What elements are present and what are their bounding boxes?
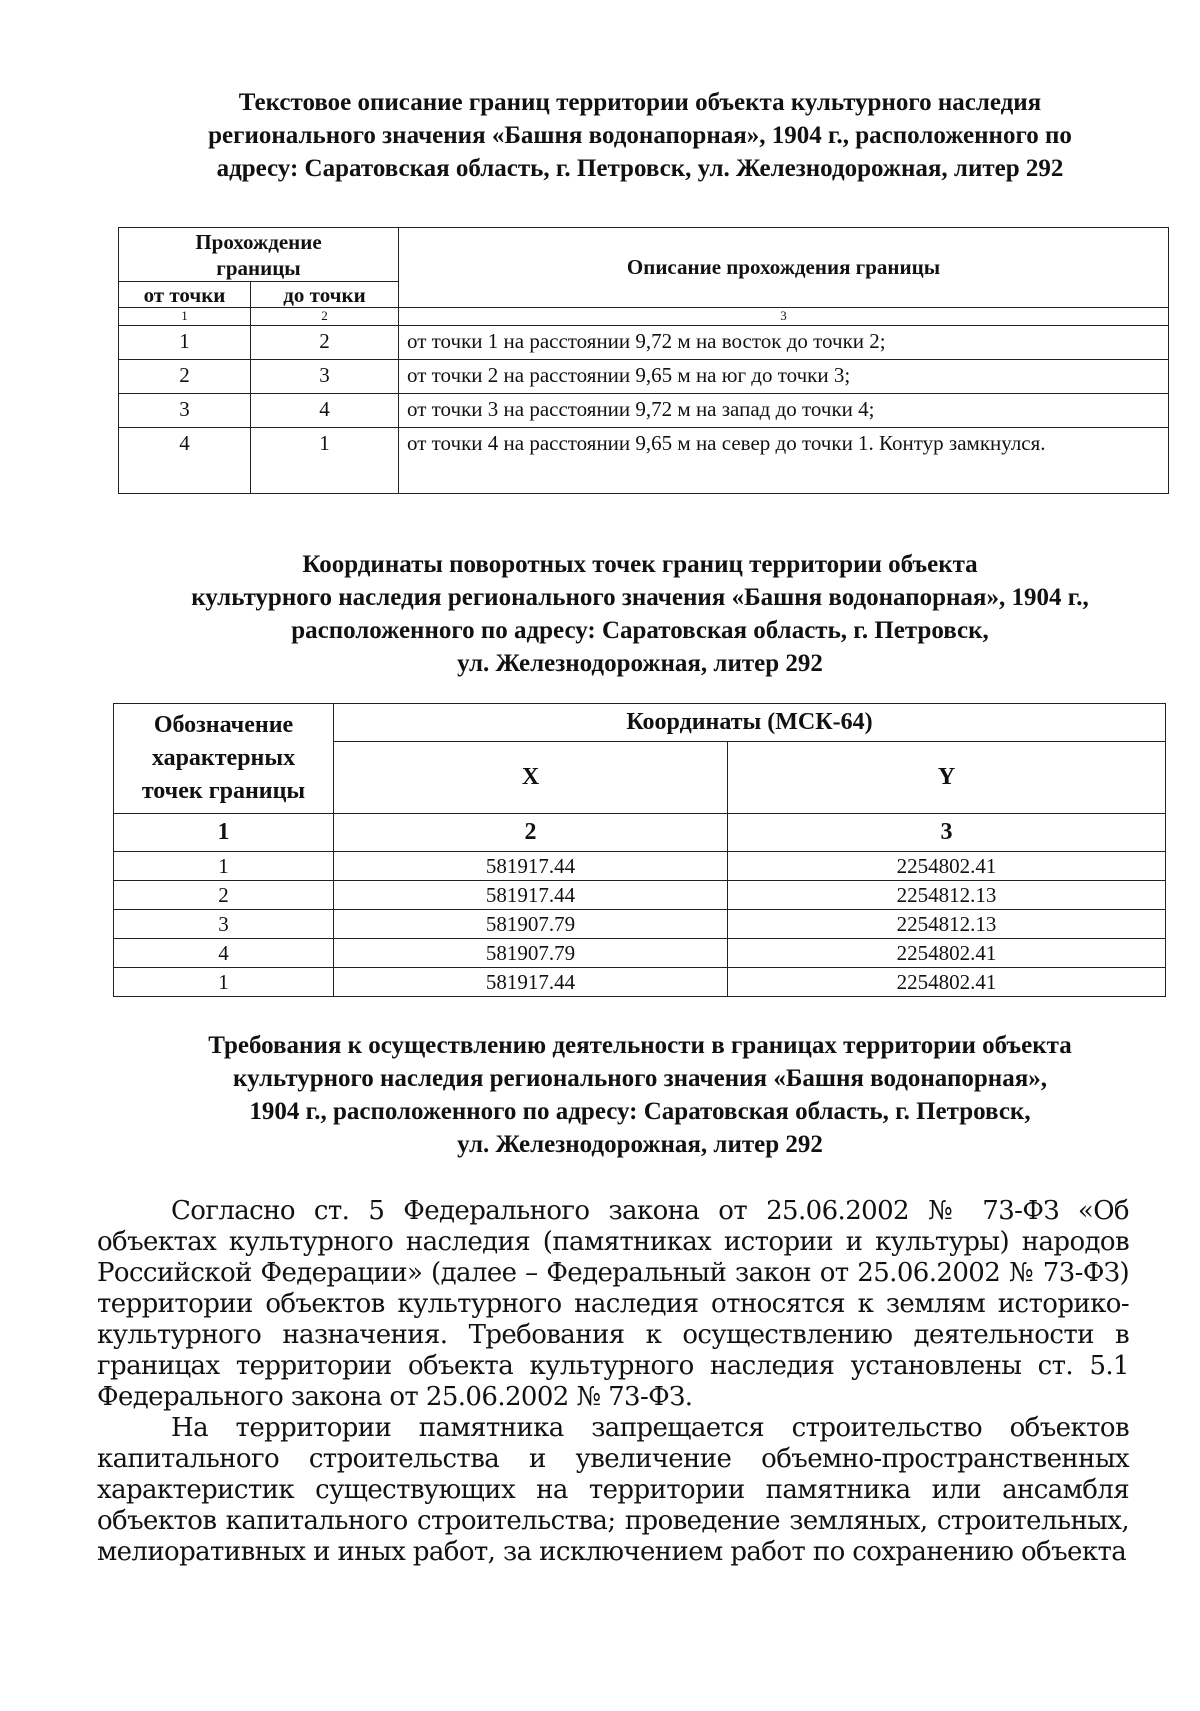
paragraph-text: Согласно ст. 5 Федерального закона от 25.06.2002 № 73-ФЗ «Об объектах культурного наследия (памятниках истории и культуры) народов Российской Федерации» (далее – Федеральный закон от 25.06.2002 № 73-ФЗ) территории объектов культурного наследия относятся к землям историко-культурного назначения. Требования к осуществлению деятельности в границах территории объекта культурного наследия установлены ст. 5.1 Федерального закона от 25.06.2002 № 73-ФЗ.	[97, 1196, 1129, 1412]
header-to-point: до точки	[251, 282, 399, 308]
section2-title-line: расположенного по адресу: Саратовская область, г. Петровск,	[291, 617, 989, 644]
body-paragraph	[97, 1196, 1129, 1413]
header-from-point: от точки	[119, 282, 251, 308]
header-y: Y	[728, 742, 1166, 814]
to-point-cell: 1	[251, 428, 399, 494]
index-cell: 1	[119, 308, 251, 326]
section3-title-line: Требования к осуществлению деятельности в границах территории объекта	[208, 1032, 1072, 1059]
section3-title	[110, 1029, 1170, 1161]
from-point-cell: 2	[119, 360, 251, 394]
from-point-cell: 1	[119, 326, 251, 360]
paragraph-text: На территории памятника запрещается строительство объектов капитального строительства и увеличение объемно-пространственных характеристик существующих на территории памятника или ансамбля объектов капитального строительства; проведение земляных, строительных, мелиоративных и иных работ, за исключением работ по сохранению объекта	[97, 1413, 1129, 1567]
from-point-cell: 4	[119, 428, 251, 494]
description-cell: от точки 4 на расстоянии 9,65 м на север до точки 1. Контур замкнулся.	[399, 428, 1169, 494]
point-cell: 1	[114, 852, 334, 881]
point-cell: 1	[114, 968, 334, 997]
x-cell: 581907.79	[334, 939, 728, 968]
point-cell: 2	[114, 881, 334, 910]
header-coordinates: Координаты (МСК-64)	[334, 704, 1166, 742]
index-cell: 2	[251, 308, 399, 326]
header-boundary-passage: Прохождение границы	[119, 228, 399, 282]
body-paragraph	[97, 1413, 1129, 1568]
table-row	[114, 910, 1166, 939]
table-row	[114, 881, 1166, 910]
x-cell: 581917.44	[334, 852, 728, 881]
section1-title-line: регионального значения «Башня водонапорная», 1904 г., расположенного по	[208, 122, 1072, 149]
header-boundary-description: Описание прохождения границы	[399, 228, 1169, 308]
table-row	[119, 326, 1169, 360]
index-cell: 3	[728, 814, 1166, 852]
section2-title-line: Координаты поворотных точек границ территории объекта	[302, 551, 978, 578]
index-cell: 1	[114, 814, 334, 852]
table-row	[114, 852, 1166, 881]
to-point-cell: 3	[251, 360, 399, 394]
section1-title-line: Текстовое описание границ территории объекта культурного наследия	[238, 89, 1042, 116]
section3-title-line: 1904 г., расположенного по адресу: Саратовская область, г. Петровск,	[249, 1098, 1031, 1125]
y-cell: 2254812.13	[728, 881, 1166, 910]
point-cell: 3	[114, 910, 334, 939]
section2-title-line: культурного наследия регионального значения «Башня водонапорная», 1904 г.,	[191, 584, 1089, 611]
to-point-cell: 2	[251, 326, 399, 360]
to-point-cell: 4	[251, 394, 399, 428]
section2-title-line: ул. Железнодорожная, литер 292	[457, 650, 823, 677]
section2-title	[110, 548, 1170, 680]
header-x: X	[334, 742, 728, 814]
table-row	[119, 394, 1169, 428]
header-point-designation: Обозначение характерных точек границы	[114, 704, 334, 814]
from-point-cell: 3	[119, 394, 251, 428]
section1-title	[110, 86, 1170, 185]
table-row	[114, 939, 1166, 968]
y-cell: 2254802.41	[728, 852, 1166, 881]
x-cell: 581907.79	[334, 910, 728, 939]
section3-title-line: ул. Железнодорожная, литер 292	[457, 1131, 823, 1158]
coordinates-table	[113, 703, 1166, 997]
x-cell: 581917.44	[334, 881, 728, 910]
table-row	[114, 968, 1166, 997]
description-cell: от точки 2 на расстоянии 9,65 м на юг до точки 3;	[399, 360, 1169, 394]
point-cell: 4	[114, 939, 334, 968]
description-cell: от точки 3 на расстоянии 9,72 м на запад до точки 4;	[399, 394, 1169, 428]
section3-title-line: культурного наследия регионального значения «Башня водонапорная»,	[233, 1065, 1047, 1092]
x-cell: 581917.44	[334, 968, 728, 997]
description-cell: от точки 1 на расстоянии 9,72 м на восток до точки 2;	[399, 326, 1169, 360]
boundary-description-table	[118, 227, 1169, 494]
table-row	[119, 360, 1169, 394]
section1-title-line: адресу: Саратовская область, г. Петровск, ул. Железнодорожная, литер 292	[216, 155, 1064, 182]
y-cell: 2254802.41	[728, 968, 1166, 997]
table-row	[119, 428, 1169, 494]
index-cell: 2	[334, 814, 728, 852]
y-cell: 2254812.13	[728, 910, 1166, 939]
y-cell: 2254802.41	[728, 939, 1166, 968]
index-cell: 3	[399, 308, 1169, 326]
